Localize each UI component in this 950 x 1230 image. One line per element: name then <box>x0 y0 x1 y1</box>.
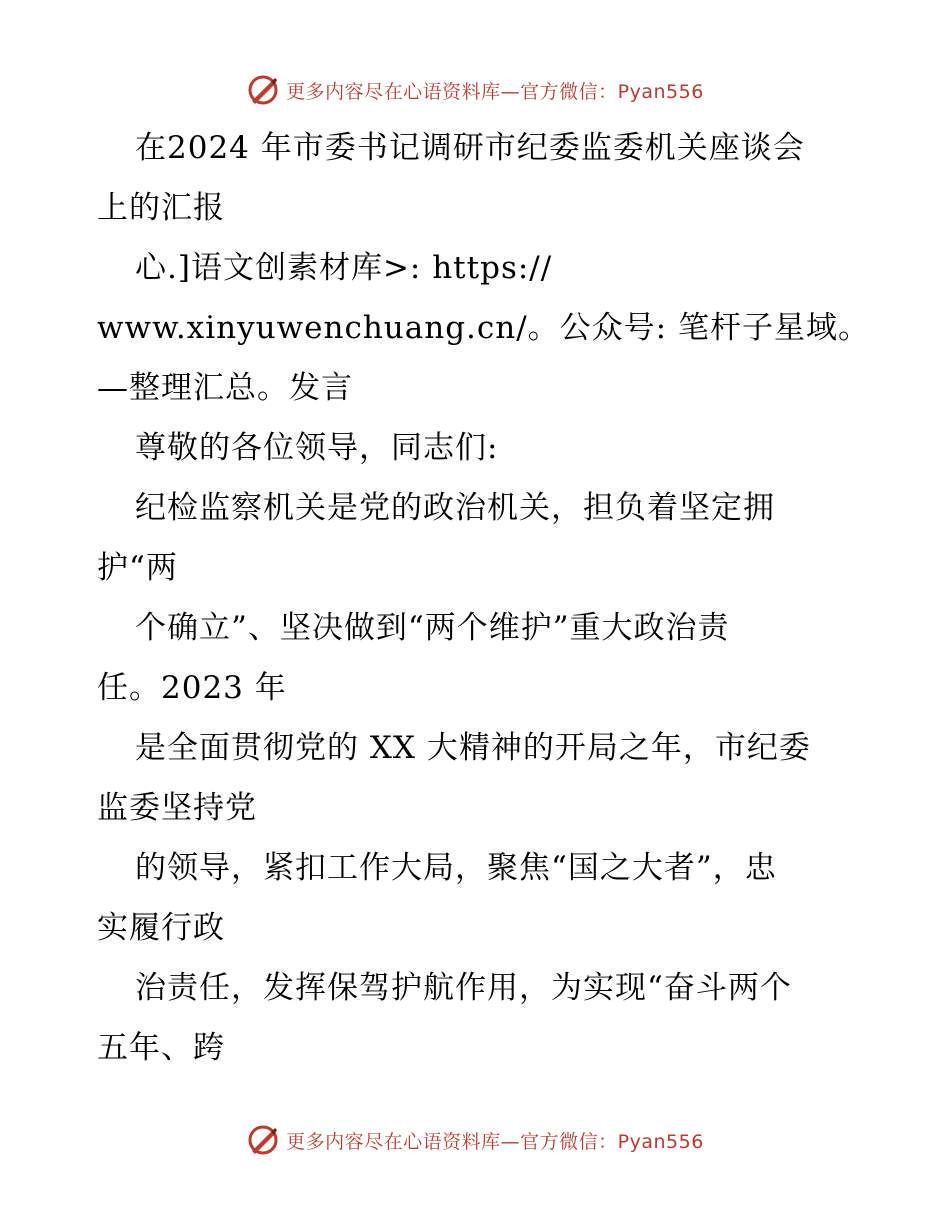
paragraph-line: 个确立”、坚决做到“两个维护”重大政治责 <box>135 610 730 646</box>
paragraph-line: 是全面贯彻党的 XX 大精神的开局之年，市纪委 <box>135 730 811 766</box>
paragraph-line: 的领导，紧扣工作大局，聚焦“国之大者”，忠 <box>135 850 777 886</box>
pen-in-circle-logo-icon <box>246 1123 280 1157</box>
title-line-2: 上的汇报 <box>97 190 225 226</box>
paragraph-line: 护“两 <box>97 550 178 586</box>
source-line-1: 心.]语文创素材库>: https:// <box>135 250 553 286</box>
document-body <box>97 118 870 1078</box>
watermark-text: 更多内容尽在心语资料库—官方微信：Pyan556 <box>286 80 704 103</box>
paragraph-line: 监委坚持党 <box>97 790 257 826</box>
watermark-header <box>0 70 950 110</box>
title-line-1: 在2024 年市委书记调研市纪委监委机关座谈会 <box>135 130 805 166</box>
paragraph-line: 五年、跨 <box>97 1030 225 1066</box>
paragraph-line: 纪检监察机关是党的政治机关，担负着坚定拥 <box>135 490 775 526</box>
paragraph-line: 实履行政 <box>97 910 225 946</box>
pen-in-circle-logo-icon <box>246 73 280 107</box>
paragraph-line: 治责任，发挥保驾护航作用，为实现“奋斗两个 <box>135 970 792 1006</box>
watermark-footer <box>0 1120 950 1160</box>
source-line-3: —整理汇总。发言 <box>97 370 353 406</box>
paragraph-line: 任。2023 年 <box>97 670 287 706</box>
source-line-2: www.xinyuwenchuang.cn/。公众号: 笔杆子星域。 <box>97 310 870 346</box>
salutation: 尊敬的各位领导，同志们: <box>135 430 499 466</box>
watermark-text: 更多内容尽在心语资料库—官方微信：Pyan556 <box>286 1130 704 1153</box>
